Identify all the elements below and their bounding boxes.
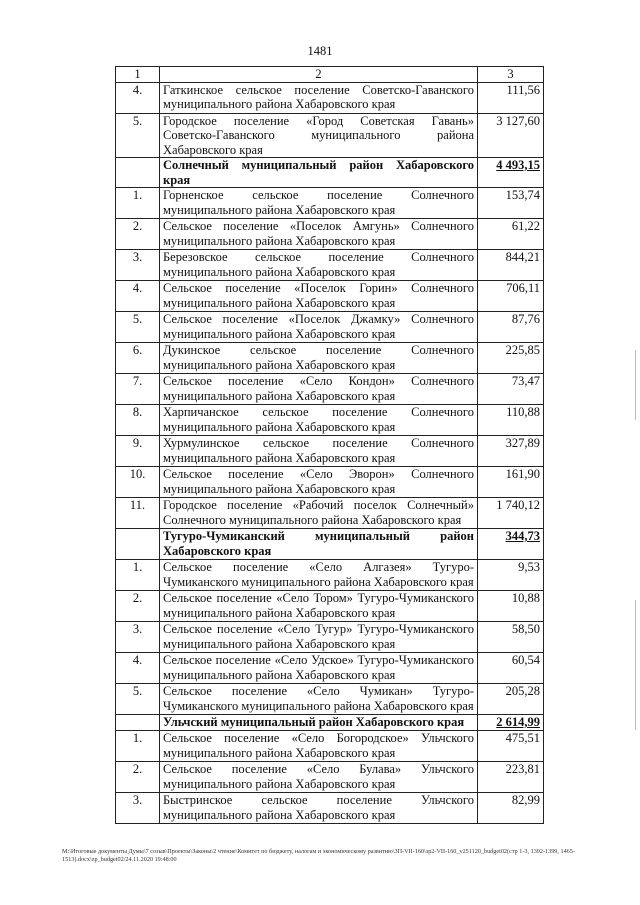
header-col-2: 2 (160, 67, 478, 83)
row-name: Горненское сельское поселение Солнечного муниципального района Хабаровского края (160, 188, 478, 219)
row-name: Сельское поселение «Поселок Джамку» Солнечного муниципального района Хабаровского края (160, 312, 478, 343)
header-col-3: 3 (478, 67, 544, 83)
row-name: Городское поселение «Рабочий поселок Солнечный» Солнечного муниципального района Хабаровского края (160, 498, 478, 529)
row-value: 110,88 (478, 405, 544, 436)
row-value: 205,28 (478, 684, 544, 715)
row-value: 223,81 (478, 762, 544, 793)
table-row (116, 113, 544, 158)
table-row (116, 762, 544, 793)
row-number: 2. (116, 219, 160, 250)
page-number: 1481 (307, 44, 333, 58)
table-row (116, 188, 544, 219)
row-number: 5. (116, 113, 160, 158)
table-row (116, 82, 544, 113)
row-number: 4. (116, 281, 160, 312)
row-name: Сельское поселение «Село Алгазея» Тугуро-Чумиканского муниципального района Хабаровского края (160, 560, 478, 591)
row-name: Сельское поселение «Поселок Горин» Солнечного муниципального района Хабаровского края (160, 281, 478, 312)
row-value: 225,85 (478, 343, 544, 374)
row-name: Сельское поселение «Село Тором» Тугуро-Чумиканского муниципального района Хабаровского края (160, 591, 478, 622)
row-value: 58,50 (478, 622, 544, 653)
row-number: 5. (116, 312, 160, 343)
table-row (116, 591, 544, 622)
row-number: 3. (116, 793, 160, 824)
table-row (116, 405, 544, 436)
table-row (116, 731, 544, 762)
row-name: Сельское поселение «Поселок Амгунь» Солнечного муниципального района Хабаровского края (160, 219, 478, 250)
row-name: Тугуро-Чумиканский муниципальный район Хабаровского края (160, 529, 478, 560)
table-district-row (116, 715, 544, 731)
row-number: 10. (116, 467, 160, 498)
row-name: Хурмулинское сельское поселение Солнечного муниципального района Хабаровского края (160, 436, 478, 467)
row-value: 87,76 (478, 312, 544, 343)
row-value: 161,90 (478, 467, 544, 498)
row-value: 111,56 (478, 82, 544, 113)
row-value: 61,22 (478, 219, 544, 250)
table-row (116, 343, 544, 374)
row-number: 2. (116, 591, 160, 622)
row-name: Сельское поселение «Село Удское» Тугуро-Чумиканского муниципального района Хабаровского края (160, 653, 478, 684)
row-number: 5. (116, 684, 160, 715)
file-path-footer: M:\Итоговые документы Думы\7 созыв\Проекты\Законы\2 чтение\Комитет по бюджету, налогам и экономическому развитию\ЗП-VII-160\зр2-VII-160_v251120_budget02(стр 1-3, 1392-1399, 1465-1513).docx\zp_budget02/24.11.2020 19:48:00 (62, 848, 575, 863)
row-value: 9,53 (478, 560, 544, 591)
row-value: 706,11 (478, 281, 544, 312)
row-name: Харпичанское сельское поселение Солнечного муниципального района Хабаровского края (160, 405, 478, 436)
row-number: 6. (116, 343, 160, 374)
table-row (116, 684, 544, 715)
row-name: Сельское поселение «Село Богородское» Ульчского муниципального района Хабаровского края (160, 731, 478, 762)
row-number: 7. (116, 374, 160, 405)
row-number: 4. (116, 653, 160, 684)
row-name: Сельское поселение «Село Тугур» Тугуро-Чумиканского муниципального района Хабаровского края (160, 622, 478, 653)
row-number: 4. (116, 82, 160, 113)
row-name: Сельское поселение «Село Булава» Ульчского муниципального района Хабаровского края (160, 762, 478, 793)
table-row (116, 374, 544, 405)
table-district-row (116, 529, 544, 560)
row-value: 73,47 (478, 374, 544, 405)
row-value: 3 127,60 (478, 113, 544, 158)
scan-edge-mark (635, 600, 636, 730)
row-number: 3. (116, 250, 160, 281)
row-name: Городское поселение «Город Советская Гавань» Советско-Гаванского муниципального района Хабаровского края (160, 113, 478, 158)
table-row (116, 436, 544, 467)
table-row (116, 560, 544, 591)
row-value: 82,99 (478, 793, 544, 824)
row-name: Солнечный муниципальный район Хабаровского края (160, 158, 478, 188)
row-number: 2. (116, 762, 160, 793)
table-row (116, 793, 544, 824)
header-col-1: 1 (116, 67, 160, 83)
table-row (116, 250, 544, 281)
row-value: 4 493,15 (478, 158, 544, 188)
row-value: 60,54 (478, 653, 544, 684)
row-number (116, 715, 160, 731)
row-value: 475,51 (478, 731, 544, 762)
table-header-row (116, 67, 544, 83)
row-value: 2 614,99 (478, 715, 544, 731)
row-number: 3. (116, 622, 160, 653)
row-name: Сельское поселение «Село Эворон» Солнечного муниципального района Хабаровского края (160, 467, 478, 498)
table-row (116, 622, 544, 653)
row-number: 11. (116, 498, 160, 529)
row-name: Ульчский муниципальный район Хабаровского края (160, 715, 478, 731)
row-value: 844,21 (478, 250, 544, 281)
table-row (116, 498, 544, 529)
row-value: 327,89 (478, 436, 544, 467)
table-row (116, 312, 544, 343)
row-name: Сельское поселение «Село Чумикан» Тугуро-Чумиканского муниципального района Хабаровского края (160, 684, 478, 715)
scan-edge-mark (635, 350, 636, 420)
row-value: 344,73 (478, 529, 544, 560)
table-row (116, 281, 544, 312)
row-name: Гаткинское сельское поселение Советско-Гаванского муниципального района Хабаровского края (160, 82, 478, 113)
table-district-row (116, 158, 544, 188)
row-number (116, 158, 160, 188)
row-number: 9. (116, 436, 160, 467)
table-row (116, 467, 544, 498)
row-name: Дукинское сельское поселение Солнечного муниципального района Хабаровского края (160, 343, 478, 374)
row-name: Березовское сельское поселение Солнечного муниципального района Хабаровского края (160, 250, 478, 281)
row-number: 1. (116, 731, 160, 762)
budget-table (115, 66, 544, 824)
row-number: 1. (116, 188, 160, 219)
table-row (116, 653, 544, 684)
row-value: 10,88 (478, 591, 544, 622)
row-number: 8. (116, 405, 160, 436)
row-number: 1. (116, 560, 160, 591)
row-name: Сельское поселение «Село Кондон» Солнечного муниципального района Хабаровского края (160, 374, 478, 405)
row-name: Быстринское сельское поселение Ульчского муниципального района Хабаровского края (160, 793, 478, 824)
row-value: 153,74 (478, 188, 544, 219)
row-value: 1 740,12 (478, 498, 544, 529)
row-number (116, 529, 160, 560)
table-row (116, 219, 544, 250)
